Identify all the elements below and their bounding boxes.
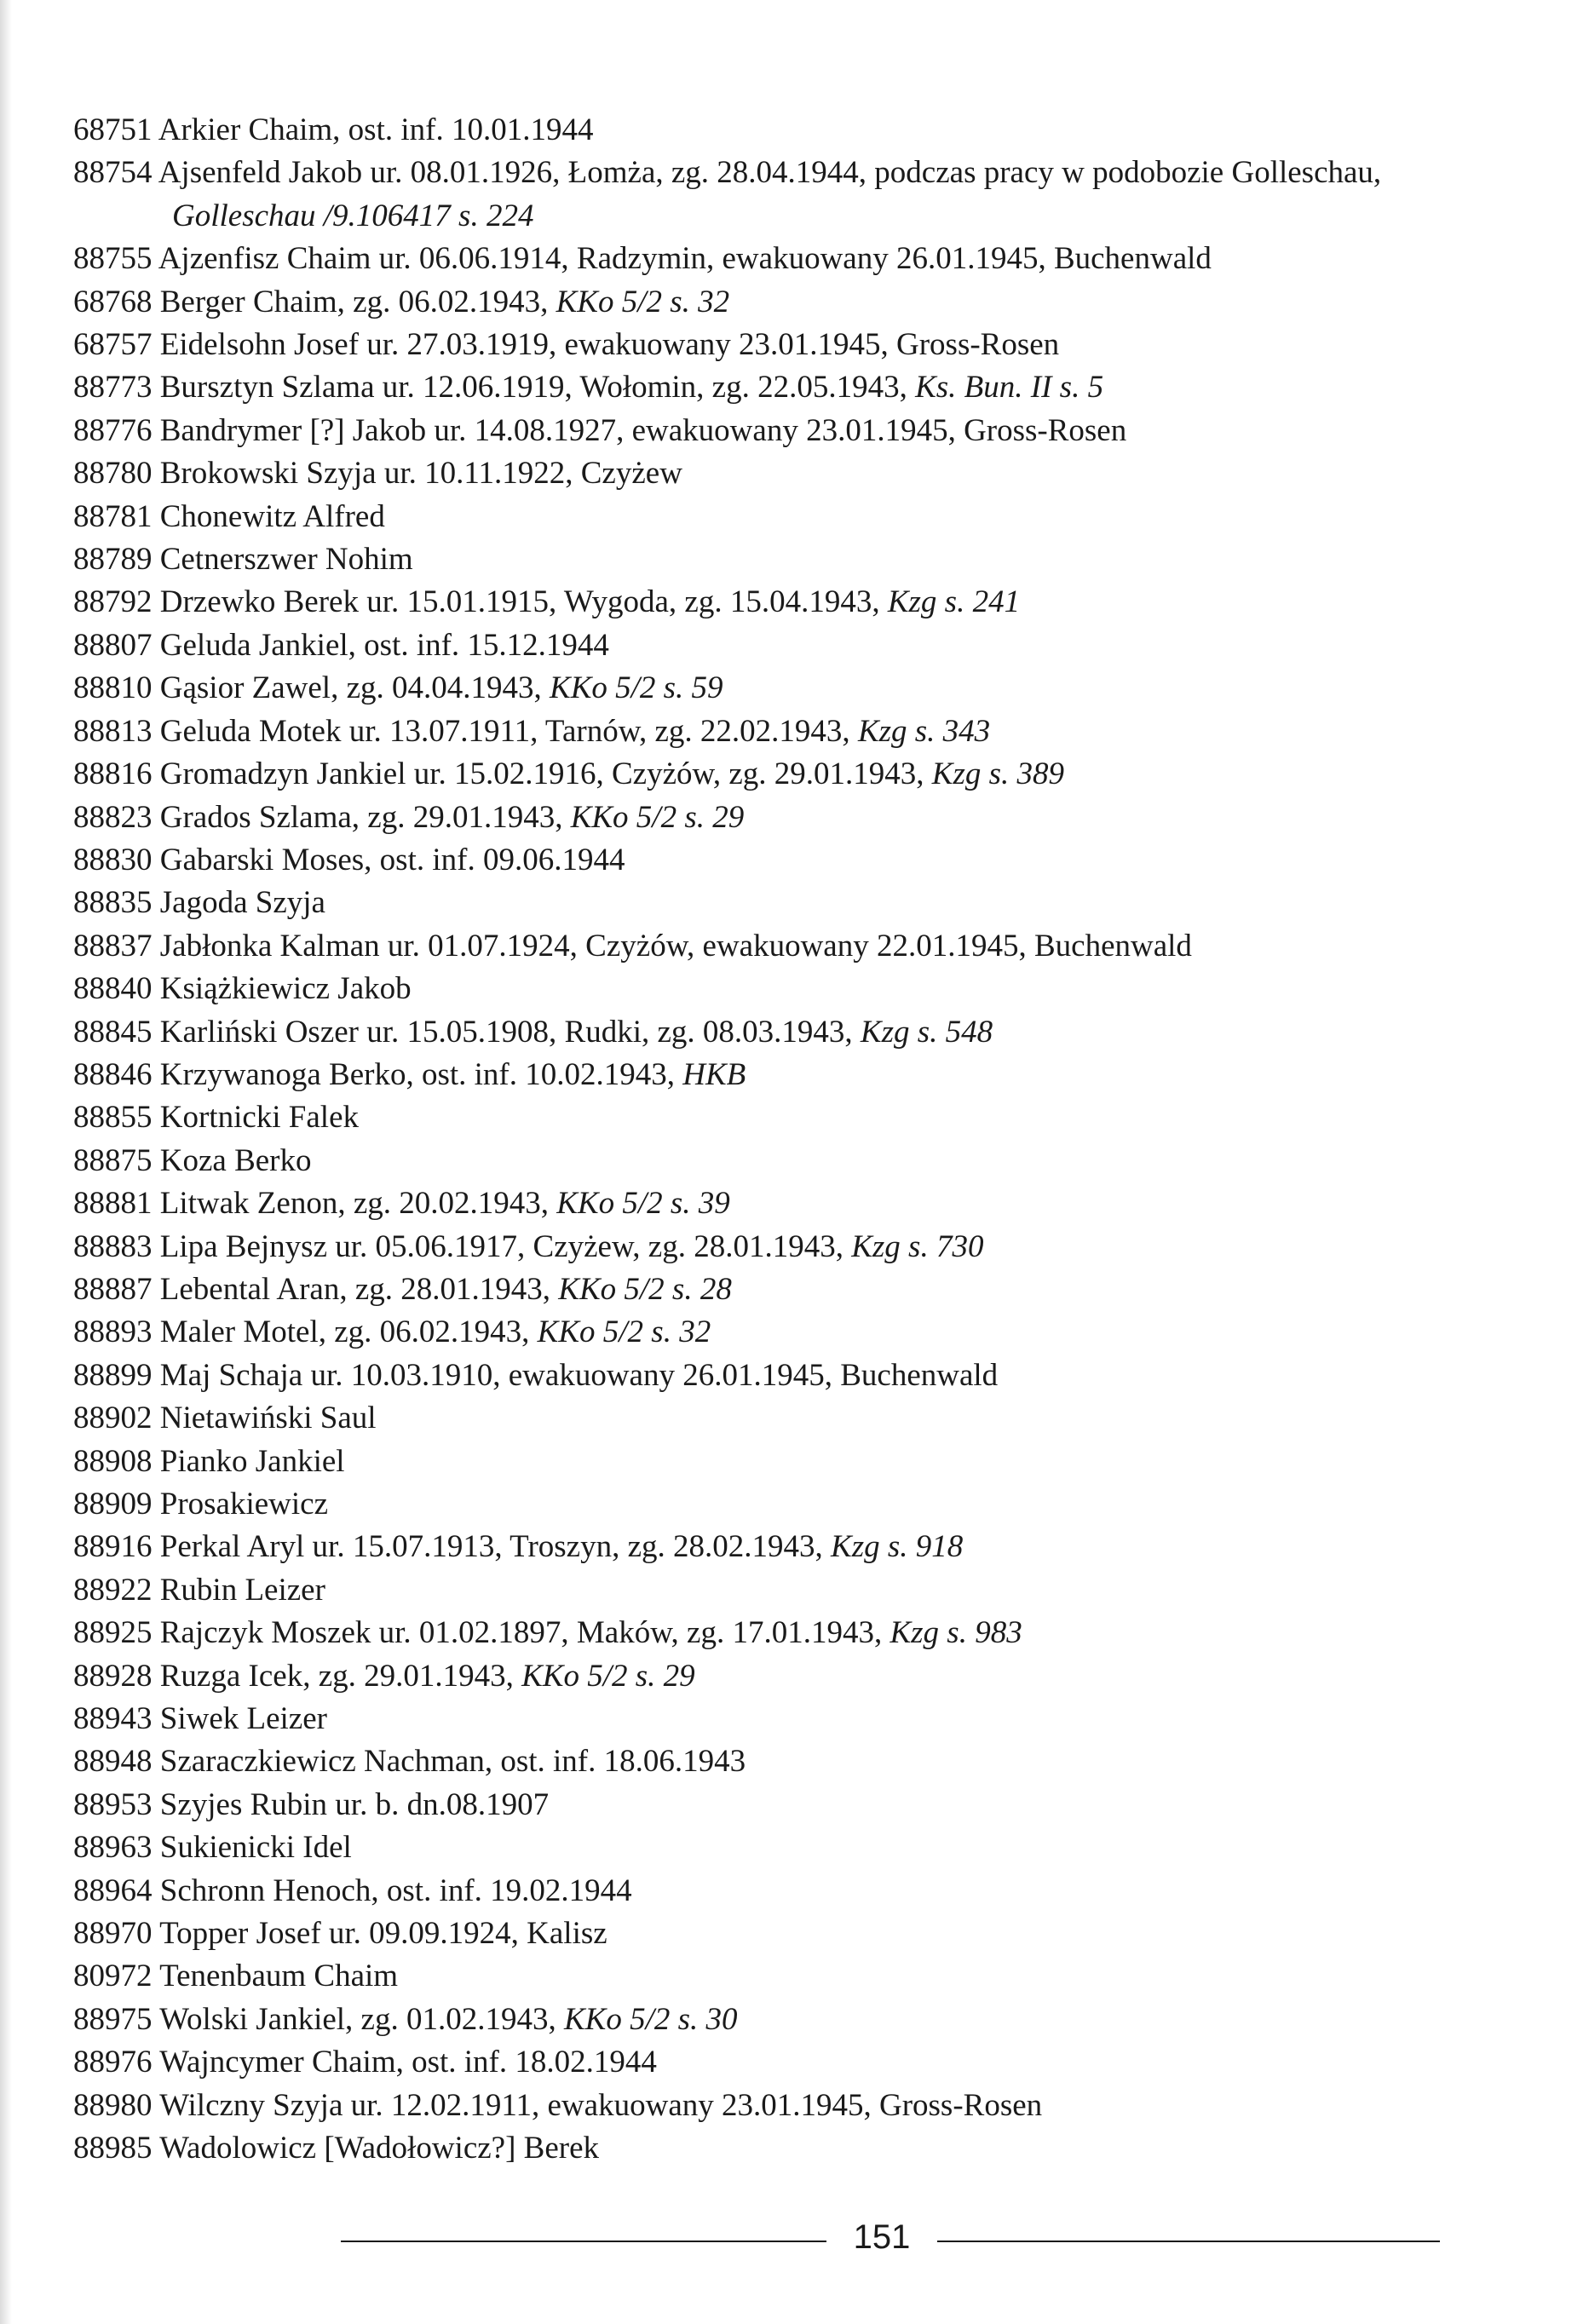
entry-text: 88781 Chonewitz Alfred [73, 498, 385, 534]
entry-source-reference: Kzg s. 241 [887, 584, 1021, 620]
entry-source-reference: KKo 5/2 s. 29 [521, 1658, 695, 1694]
list-item [73, 1612, 1454, 1654]
entry-source-reference: Kzg s. 918 [831, 1529, 964, 1565]
entry-text: 88875 Koza Berko [73, 1142, 312, 1178]
list-item [73, 538, 1454, 581]
entry-text: 88976 Wajncymer Chaim, ost. inf. 18.02.1944 [73, 2045, 657, 2080]
list-item [73, 1569, 1454, 1612]
list-item [73, 968, 1454, 1010]
entry-source-reference: KKo 5/2 s. 30 [563, 2001, 738, 2037]
entry-source-reference: KKo 5/2 s. 28 [558, 1271, 732, 1307]
list-item [73, 667, 1454, 710]
entry-source-reference: Kzg s. 983 [889, 1615, 1022, 1651]
entry-text: 88948 Szaraczkiewicz Nachman, ost. inf. 18.06.1943 [73, 1744, 746, 1780]
entry-text: 88908 Pianko Jankiel [73, 1443, 345, 1479]
list-item [73, 109, 1454, 152]
entry-text: 88780 Brokowski Szyja ur. 10.11.1922, Czyżew [73, 456, 682, 492]
list-item [73, 2041, 1454, 2084]
list-item [73, 1999, 1454, 2041]
entry-source-reference: KKo 5/2 s. 32 [537, 1314, 711, 1350]
list-item [73, 1740, 1454, 1783]
entry-source-reference: Kzg s. 548 [860, 1014, 993, 1050]
entry-text: 88840 Książkiewicz Jakob [73, 971, 412, 1007]
entry-text: 88754 Ajsenfeld Jakob ur. 08.01.1926, Łomża, zg. 28.04.1944, podczas pracy w podobozie Golleschau, [73, 155, 1382, 191]
entry-text: 88963 Sukienicki Idel [73, 1830, 352, 1866]
entry-text: 88830 Gabarski Moses, ost. inf. 09.06.1944 [73, 842, 625, 877]
entry-text: 88909 Prosakiewicz [73, 1487, 329, 1522]
entry-text: 88755 Ajzenfisz Chaim ur. 06.06.1914, Radzymin, ewakuowany 26.01.1945, Buchenwald [73, 241, 1212, 277]
entry-text: 88953 Szyjes Rubin ur. b. dn.08.1907 [73, 1786, 550, 1822]
entry-text: 88816 Gromadzyn Jankiel ur. 15.02.1916, Czyżów, zg. 29.01.1943, [73, 756, 932, 792]
entry-text: 68751 Arkier Chaim, ost. inf. 10.01.1944 [73, 112, 594, 147]
entry-text: 88975 Wolski Jankiel, zg. 01.02.1943, [73, 2001, 564, 2037]
entry-text: 88792 Drzewko Berek ur. 15.01.1915, Wygoda, zg. 15.04.1943, [73, 584, 888, 620]
page-edge-shadow [0, 0, 12, 2324]
entry-source-reference: KKo 5/2 s. 32 [556, 284, 730, 319]
footer-rule-right [937, 2241, 1440, 2242]
list-item [73, 1441, 1454, 1483]
list-item [73, 1011, 1454, 1054]
entry-source-reference: KKo 5/2 s. 29 [570, 799, 745, 835]
list-item [73, 1655, 1454, 1698]
entry-list [73, 109, 1454, 2171]
entry-text: 80972 Tenenbaum Chaim [73, 1959, 399, 1994]
list-item [73, 1955, 1454, 1998]
list-item [73, 753, 1454, 796]
entry-text: 88773 Bursztyn Szlama ur. 12.06.1919, Wołomin, zg. 22.05.1943, [73, 370, 916, 406]
entry-text: 88916 Perkal Aryl ur. 15.07.1913, Troszyn, zg. 28.02.1943, [73, 1529, 832, 1565]
list-item [73, 1182, 1454, 1225]
list-item [73, 496, 1454, 538]
list-item [73, 410, 1454, 452]
entry-source-reference: KKo 5/2 s. 59 [550, 670, 723, 706]
entry-text: 88970 Topper Josef ur. 09.09.1924, Kalisz [73, 1916, 607, 1952]
entry-source-reference: HKB [682, 1056, 746, 1092]
list-item [73, 1096, 1454, 1139]
page-footer [341, 2215, 1440, 2266]
entry-text: 88893 Maler Motel, zg. 06.02.1943, [73, 1314, 538, 1350]
list-item [73, 1355, 1454, 1397]
entry-text: 88902 Nietawiński Saul [73, 1401, 377, 1436]
entry-source-reference: Kzg s. 343 [857, 713, 991, 749]
entry-text: 88883 Lipa Bejnysz ur. 05.06.1917, Czyżew, zg. 28.01.1943, [73, 1228, 852, 1264]
entry-text: 88813 Geluda Motek ur. 13.07.1911, Tarnów, zg. 22.02.1943, [73, 713, 858, 749]
list-item [73, 839, 1454, 882]
list-item [73, 366, 1454, 409]
entry-text: 88964 Schronn Henoch, ost. inf. 19.02.1944 [73, 1872, 632, 1908]
entry-text: 88985 Wadolowicz [Wadołowicz?] Berek [73, 2131, 600, 2166]
entry-text: 88881 Litwak Zenon, zg. 20.02.1943, [73, 1186, 557, 1222]
entry-text: 88835 Jagoda Szyja [73, 885, 325, 921]
entry-text: 88823 Grados Szlama, zg. 29.01.1943, [73, 799, 571, 835]
list-item [73, 238, 1454, 280]
entry-text: 88887 Lebental Aran, zg. 28.01.1943, [73, 1271, 559, 1307]
list-item [73, 324, 1454, 366]
list-item [73, 581, 1454, 624]
entry-text: 88943 Siwek Leizer [73, 1701, 327, 1737]
list-item [73, 1140, 1454, 1182]
entry-text: 88899 Maj Schaja ur. 10.03.1910, ewakuowany 26.01.1945, Buchenwald [73, 1357, 999, 1393]
entry-text: 88837 Jabłonka Kalman ur. 01.07.1924, Czyżów, ewakuowany 22.01.1945, Buchenwald [73, 928, 1192, 964]
entry-text: 68768 Berger Chaim, zg. 06.02.1943, [73, 284, 556, 319]
entry-text: 88922 Rubin Leizer [73, 1572, 325, 1608]
list-item [73, 925, 1454, 968]
entry-text: 88855 Kortnicki Falek [73, 1100, 360, 1136]
entry-text: 88789 Cetnerszwer Nohim [73, 542, 413, 578]
list-item [73, 1054, 1454, 1096]
entry-source-reference: Ks. Bun. II s. 5 [915, 370, 1104, 406]
list-item [73, 1698, 1454, 1740]
list-item [73, 281, 1454, 324]
list-item [73, 882, 1454, 924]
entry-text: 88807 Geluda Jankiel, ost. inf. 15.12.1944 [73, 627, 609, 663]
list-item [73, 1226, 1454, 1268]
list-item [73, 1268, 1454, 1311]
list-item [73, 452, 1454, 495]
list-item [73, 2127, 1454, 2170]
list-item [73, 1870, 1454, 1913]
list-item [73, 2085, 1454, 2127]
entry-text: 88925 Rajczyk Moszek ur. 01.02.1897, Maków, zg. 17.01.1943, [73, 1615, 890, 1651]
entry-text: 88846 Krzywanoga Berko, ost. inf. 10.02.1943, [73, 1056, 683, 1092]
list-item [73, 1913, 1454, 1955]
list-item [73, 1826, 1454, 1869]
page-number: 151 [853, 2218, 911, 2256]
list-item [73, 624, 1454, 667]
list-item [73, 797, 1454, 839]
entry-source-reference: Kzg s. 730 [851, 1228, 984, 1264]
entry-source-reference: Golleschau /9.106417 s. 224 [172, 198, 534, 233]
entry-text: 88845 Karliński Oszer ur. 15.05.1908, Rudki, zg. 08.03.1943, [73, 1014, 861, 1050]
entry-source-reference: Kzg s. 389 [931, 756, 1064, 792]
entry-text: 88928 Ruzga Icek, zg. 29.01.1943, [73, 1658, 522, 1694]
list-item [73, 152, 1454, 238]
list-item [73, 1483, 1454, 1526]
entry-text: 68757 Eidelsohn Josef ur. 27.03.1919, ewakuowany 23.01.1945, Gross-Rosen [73, 327, 1060, 363]
footer-rule-left [341, 2241, 826, 2242]
list-item [73, 1784, 1454, 1826]
entry-text: 88776 Bandrymer [?] Jakob ur. 14.08.1927, ewakuowany 23.01.1945, Gross-Rosen [73, 412, 1127, 448]
list-item [73, 1397, 1454, 1440]
list-item [73, 710, 1454, 753]
list-item [73, 1311, 1454, 1354]
list-item [73, 1526, 1454, 1568]
entry-source-reference: KKo 5/2 s. 39 [556, 1186, 730, 1222]
entry-text: 88980 Wilczny Szyja ur. 12.02.1911, ewakuowany 23.01.1945, Gross-Rosen [73, 2087, 1043, 2123]
entry-text: 88810 Gąsior Zawel, zg. 04.04.1943, [73, 670, 550, 706]
